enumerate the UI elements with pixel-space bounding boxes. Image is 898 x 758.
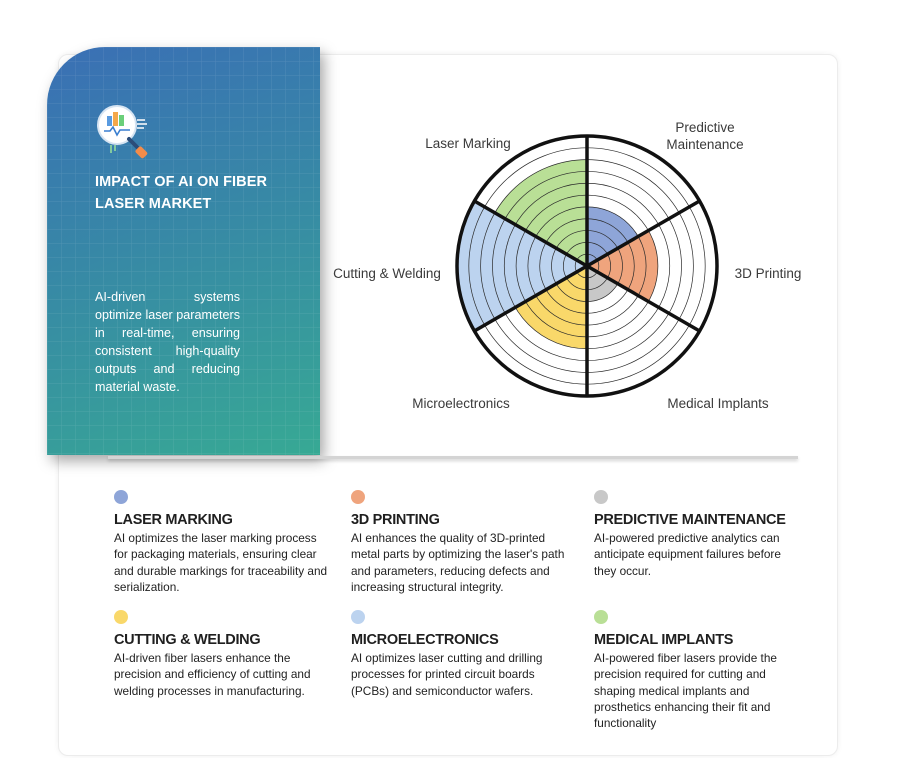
legend-color-dot (114, 490, 128, 504)
legend-color-dot (351, 490, 365, 504)
legend-item-microelectronics (351, 610, 569, 699)
legend-item-3d-printing (351, 490, 569, 595)
title-panel (47, 47, 320, 455)
legend-title: CUTTING & WELDING (114, 632, 261, 648)
legend-title: MEDICAL IMPLANTS (594, 632, 734, 648)
panel-title: IMPACT OF AI ON FIBER LASER MARKET (95, 174, 268, 212)
panel-description: AI-driven systems optimize laser parameters in real-time, ensuring consistent high-quality outputs and reducing material waste. (95, 290, 240, 394)
legend-color-dot (594, 490, 608, 504)
legend-title: 3D PRINTING (351, 512, 440, 528)
legend-item-laser-marking (114, 490, 329, 595)
chart-label-cutting: Cutting & Welding (333, 266, 441, 281)
chart-label-micro: Microelectronics (412, 396, 510, 411)
section-divider (108, 456, 798, 459)
polar-area-chart (320, 100, 840, 440)
legend-item-predictive-maintenance (594, 490, 806, 579)
analytics-magnifier-icon (95, 103, 159, 163)
chart-label-printing: 3D Printing (734, 266, 802, 281)
legend-description: AI optimizes the laser marking process for packaging materials, ensuring clear and durable markings for traceability and serialization. (114, 531, 328, 594)
legend-title: PREDICTIVE MAINTENANCE (594, 512, 786, 528)
legend-title: LASER MARKING (114, 512, 233, 528)
chart-label-laser: Laser Marking (425, 136, 511, 151)
legend-title: MICROELECTRONICS (351, 632, 499, 648)
legend-item-medical-implants (594, 610, 806, 731)
legend-item-cutting-welding (114, 610, 329, 699)
legend-color-dot (351, 610, 365, 624)
chart-label-predictive: Predictive Maintenance (666, 120, 744, 152)
legend-description: AI-driven fiber lasers enhance the precision and efficiency of cutting and welding processes in manufacturing. (114, 651, 311, 698)
legend-color-dot (114, 610, 128, 624)
legend-description: AI optimizes laser cutting and drilling processes for printed circuit boards (PCBs) and semiconductor wafers. (351, 651, 543, 698)
legend-description: AI enhances the quality of 3D-printed metal parts by optimizing the laser's path and parameters, reducing defects and increasing structural integrity. (351, 531, 565, 594)
legend-description: AI-powered fiber lasers provide the precision required for cutting and shaping medical implants and prosthetics enhancing their fit and functionality (594, 651, 777, 731)
chart-label-medical: Medical Implants (667, 396, 769, 411)
legend-description: AI-powered predictive analytics can anticipate equipment failures before they occur. (594, 531, 781, 578)
legend-color-dot (594, 610, 608, 624)
